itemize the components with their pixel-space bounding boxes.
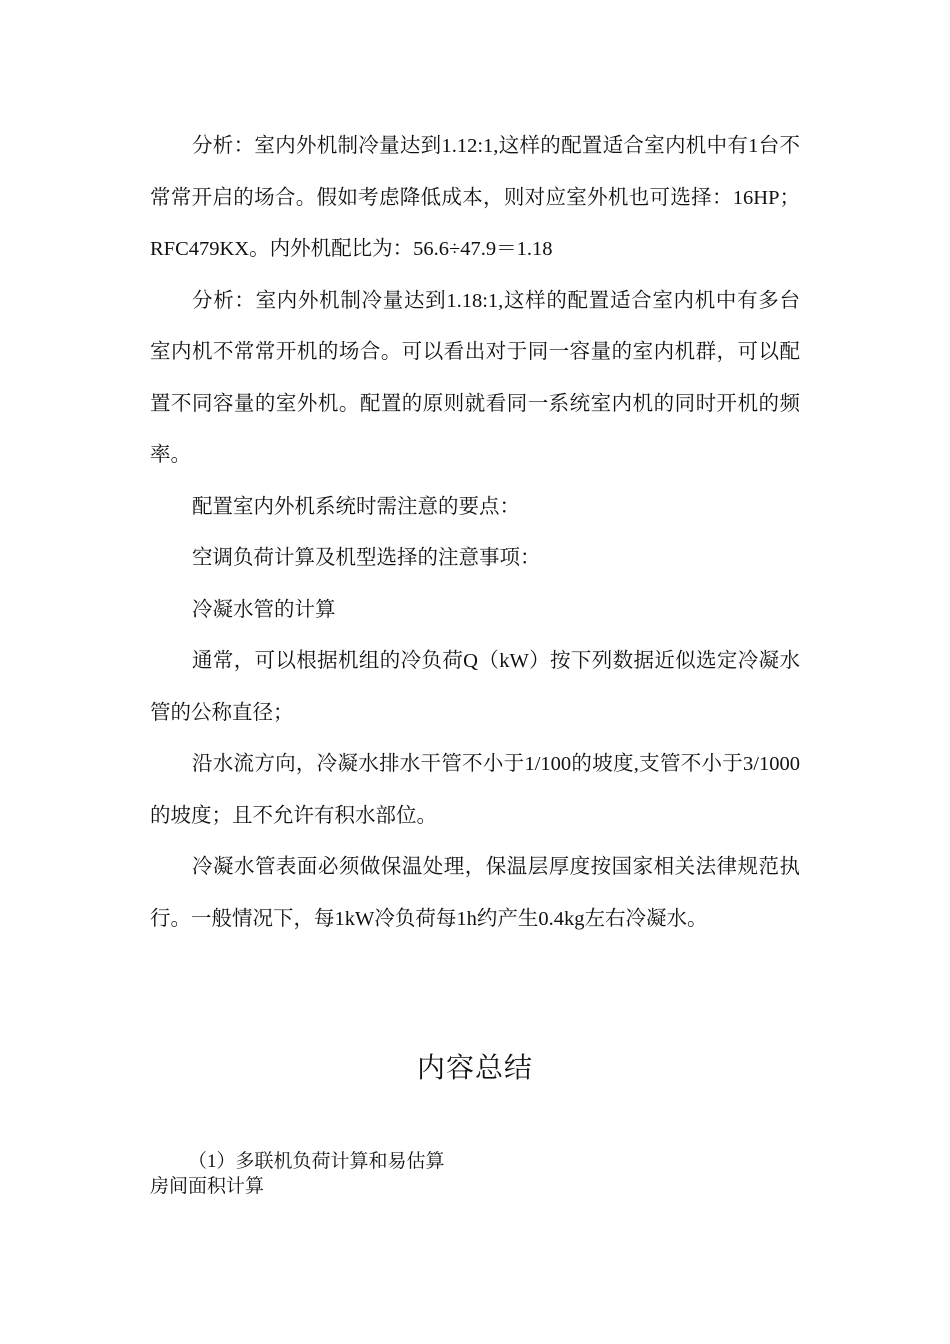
paragraph-load-notes: 空调负荷计算及机型选择的注意事项： [192, 547, 541, 569]
paragraph-condensate-heading: 冷凝水管的计算 [192, 598, 336, 621]
paragraph-insulation: 冷凝水管表面必须做保温处理，保温层厚度按国家相关法律规范执行。一般情况下，每1kW冷负荷每1h约产生0.4kg左右冷凝水。 [150, 856, 800, 930]
summary-block [150, 1149, 445, 1199]
summary-subline: 房间面积计算 [150, 1176, 265, 1197]
paragraph-pipe-diameter: 通常，可以根据机组的冷负荷Q（kW）按下列数据近似选定冷凝水管的公称直径； [150, 650, 800, 724]
paragraph-analysis-2: 分析：室内外机制冷量达到1.18:1,这样的配置适合室内机中有多台室内机不常常开机的场合。可以看出对于同一容量的室内机群，可以配置不同容量的室外机。配置的原则就看同一系统室内机的同时开机的频率。 [150, 289, 800, 466]
paragraph-analysis-1: 分析：室内外机制冷量达到1.12:1,这样的配置适合室内机中有1台不常常开启的场合。假如考虑降低成本，则对应室外机也可选择：16HP；RFC479KX。内外机配比为：56.6÷47.9＝1.18 [150, 135, 800, 260]
summary-title: 内容总结 [416, 1053, 533, 1084]
paragraph-slope: 沿水流方向，冷凝水排水干管不小于1/100的坡度,支管不小于3/1000的坡度；且不允许有积水部位。 [150, 753, 800, 827]
paragraph-config-points: 配置室内外机系统时需注意的要点： [192, 495, 520, 518]
summary-item: （1）多联机负荷计算和易估算 [188, 1151, 445, 1172]
body-text [150, 121, 800, 945]
